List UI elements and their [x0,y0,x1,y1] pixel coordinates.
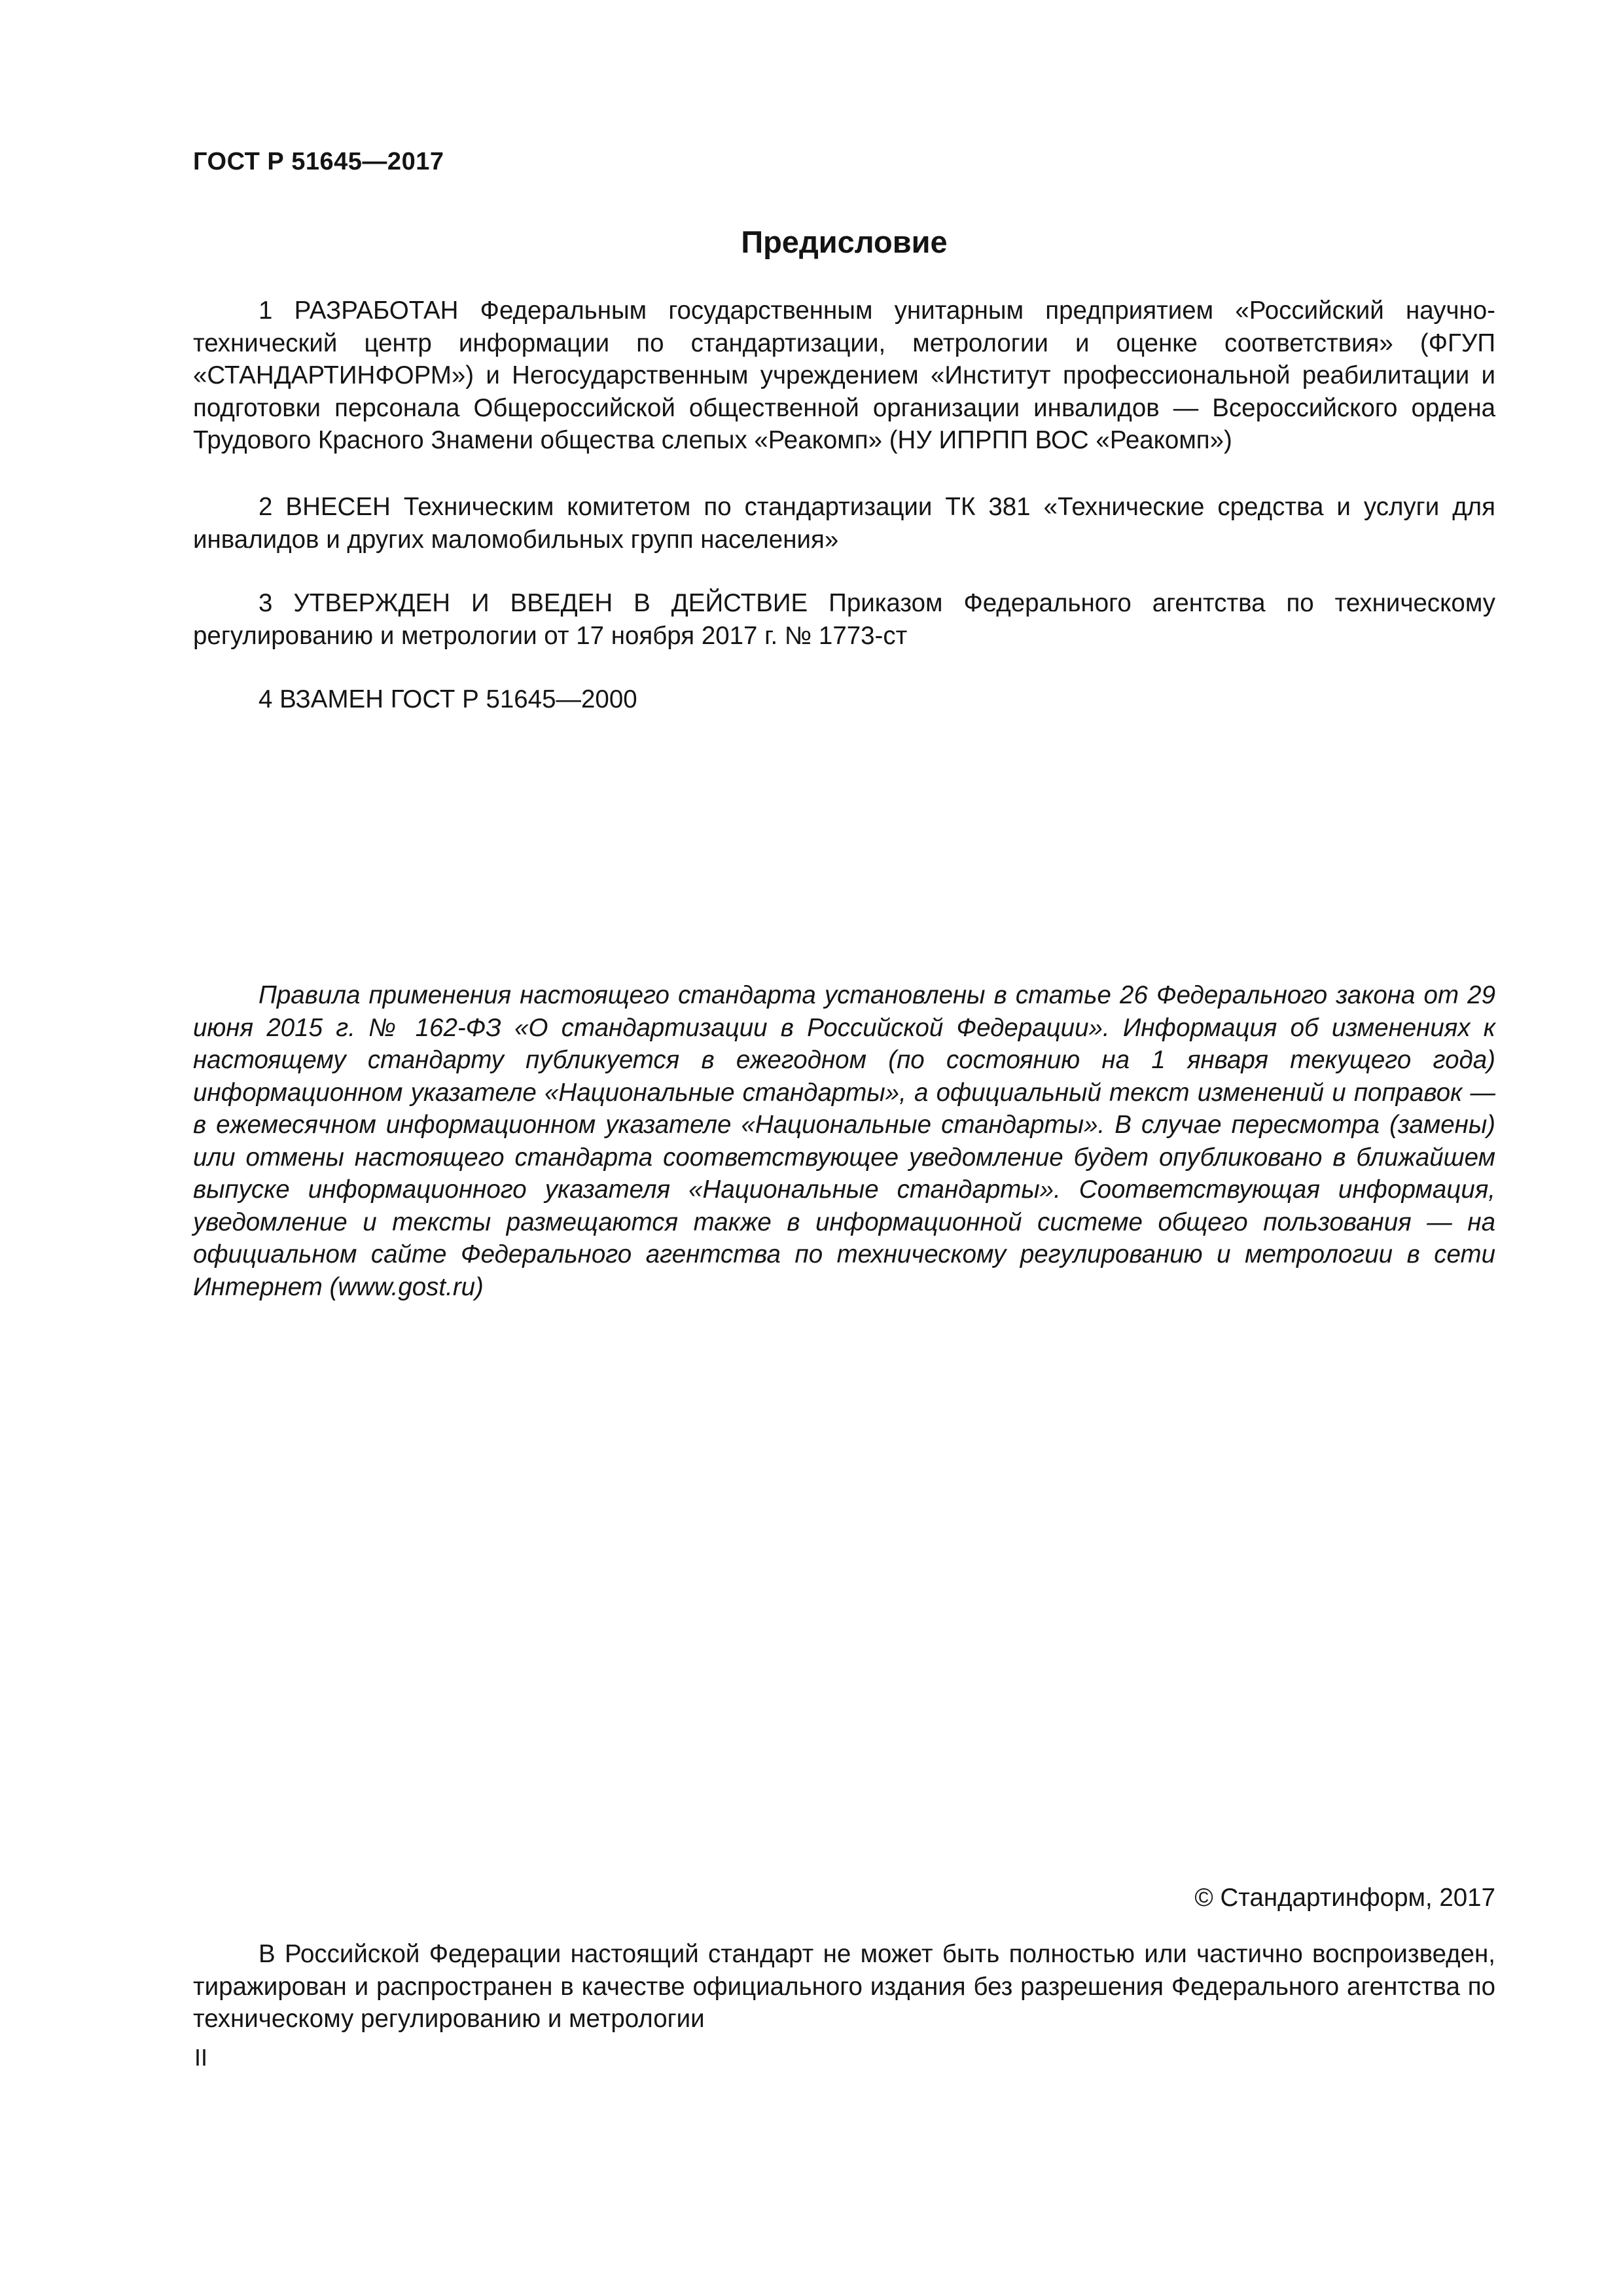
page-number: II [194,2044,208,2071]
foreword-item-4: 4 ВЗАМЕН ГОСТ Р 51645—2000 [259,685,637,713]
application-rules-notice: Правила применения настоящего стандарта установлены в статье 26 Федерального закона от 29 июня 2015 г. № 162-ФЗ «О стандартизации в Российской Федерации». Информация об изменениях к настоящему стандарту публикуется в ежегодном (по состоянию на 1 января текущего года) информационном указателе «Национальные стандарты», а официальный текст изменений и поправок — в ежемесячном информационном указателе «Национальные стандарты». В случае пересмотра (замены) или отмены настоящего стандарта соответствующее уведомление будет опубликовано в ближайшем выпуске информационного указателя «Национальные стандарты». Соответствующая информация, уведомление и тексты размещаются также в информационной системе общего пользования — на официальном сайте Федерального агентства по техническому регулированию и метрологии в сети Интернет (www.gost.ru) [193,981,1495,1301]
foreword-item-2: 2 ВНЕСЕН Техническим комитетом по стандартизации ТК 381 «Технические средства и услуги для инвалидов и других маломобильных групп населения» [193,493,1495,554]
document-code-header: ГОСТ Р 51645—2017 [193,148,444,175]
reproduction-rights-notice: В Российской Федерации настоящий стандарт не может быть полностью или частично воспроизведен, тиражирован и распространен в качестве официального издания без разрешения Федерального агентства по техническому регулированию и метрологии [193,1940,1495,2033]
foreword-item-1: 1 РАЗРАБОТАН Федеральным государственным унитарным предприятием «Российский научно-технический центр информации по стандартизации, метрологии и оценке соответствия» (ФГУП «СТАНДАРТИНФОРМ») и Негосударственным учреждением «Институт профессиональной реабилитации и подготовки персонала Общероссийской общественной организации инвалидов — Всероссийского ордена Трудового Красного Знамени общества слепых «Реакомп» (НУ ИПРПП ВОС «Реакомп») [193,296,1495,454]
page-title: Предисловие [741,224,948,259]
copyright-notice: © Стандартинформ, 2017 [1194,1884,1495,1912]
foreword-item-3: 3 УТВЕРЖДЕН И ВВЕДЕН В ДЕЙСТВИЕ Приказом Федерального агентства по техническому регулированию и метрологии от 17 ноября 2017 г. № 1773-ст [193,589,1495,650]
